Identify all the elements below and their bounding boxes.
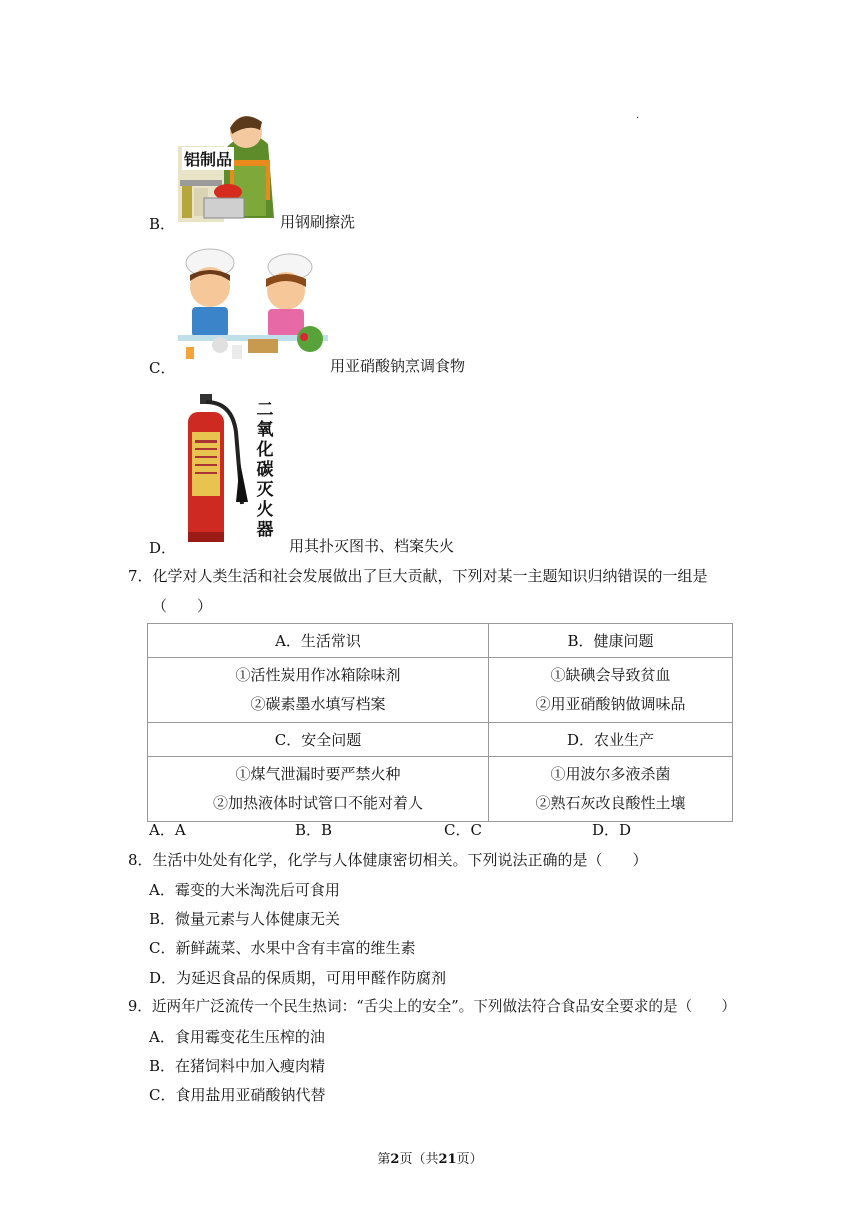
q7-b-item-1: ①缺碘会导致贫血 (550, 666, 671, 684)
illustration-label-co2: 二氧化碳灭火器 (256, 400, 274, 540)
option-d-letter: D． (149, 539, 177, 557)
q7-cell-b-title: B．健康问题 (488, 624, 732, 658)
q7-paren: （ ） (152, 597, 213, 615)
q7-cell-a-title: A．生活常识 (148, 624, 489, 658)
q7-d-item-2: ②熟石灰改良酸性土壤 (535, 794, 686, 812)
q9-option-c: C．食用盐用亚硝酸钠代替 (149, 1086, 326, 1104)
option-c-text: 用亚硝酸钠烹调食物 (330, 357, 466, 375)
q7-a-item-1: ①活性炭用作冰箱除味剂 (235, 666, 401, 684)
q8-option-d: D．为延迟食品的保质期，可用甲醛作防腐剂 (149, 969, 447, 987)
q7-choice-a: A．A (149, 821, 186, 839)
q7-cell-d-items (488, 757, 732, 822)
q8-option-a: A．霉变的大米淘洗后可食用 (149, 881, 340, 899)
footer-mid: 页（共 (399, 1152, 439, 1167)
q9-option-b: B．在猪饲料中加入瘦肉精 (149, 1057, 326, 1075)
q7-c-item-1: ①煤气泄漏时要严禁火种 (235, 765, 401, 783)
footer-post: 页） (456, 1152, 483, 1167)
q7-cell-c-items (148, 757, 489, 822)
q7-choice-c: C．C (444, 821, 482, 839)
page-footer (0, 1148, 860, 1167)
footer-pre: 第 (377, 1152, 391, 1167)
q7-c-item-2: ②加热液体时试管口不能对着人 (212, 794, 423, 812)
footer-page-number: 2 (390, 1152, 400, 1167)
stray-dot: . (636, 110, 640, 121)
q7-stem: 7．化学对人类生活和社会发展做出了巨大贡献，下列对某一主题知识归纳错误的一组是 (128, 567, 708, 585)
option-b-text: 用钢刷擦洗 (280, 213, 356, 231)
q8-stem: 8．生活中处处有化学，化学与人体健康密切相关。下列说法正确的是（ ） (128, 851, 648, 869)
q7-cell-d-title: D．农业生产 (488, 723, 732, 757)
illustration-label-aluminum: 铝制品 (182, 147, 234, 170)
illustration-child-chefs (178, 247, 328, 362)
q7-cell-a-items (148, 658, 489, 723)
illustration-co2-extinguisher (178, 392, 256, 547)
q7-b-item-2: ②用亚硝酸钠做调味品 (535, 695, 686, 713)
option-c-letter: C． (149, 359, 176, 377)
q9-option-a: A．食用霉变花生压榨的油 (149, 1028, 325, 1046)
q7-d-item-1: ①用波尔多液杀菌 (550, 765, 671, 783)
option-b-letter: B． (149, 215, 176, 233)
q8-option-c: C．新鲜蔬菜、水果中含有丰富的维生素 (149, 939, 416, 957)
q9-stem: 9．近两年广泛流传一个民生热词：“舌尖上的安全”。下列做法符合食品安全要求的是（ ） (128, 998, 736, 1015)
q7-choice-d: D．D (592, 821, 632, 839)
q7-cell-b-items (488, 658, 732, 723)
q7-cell-c-title: C．安全问题 (148, 723, 489, 757)
q7-choice-b: B．B (295, 821, 333, 839)
q8-option-b: B．微量元素与人体健康无关 (149, 910, 341, 928)
option-d-text: 用其扑灭图书、档案失火 (289, 537, 455, 555)
footer-total-pages: 21 (438, 1152, 457, 1167)
q7-table (147, 623, 733, 822)
q7-a-item-2: ②碳素墨水填写档案 (250, 695, 386, 713)
